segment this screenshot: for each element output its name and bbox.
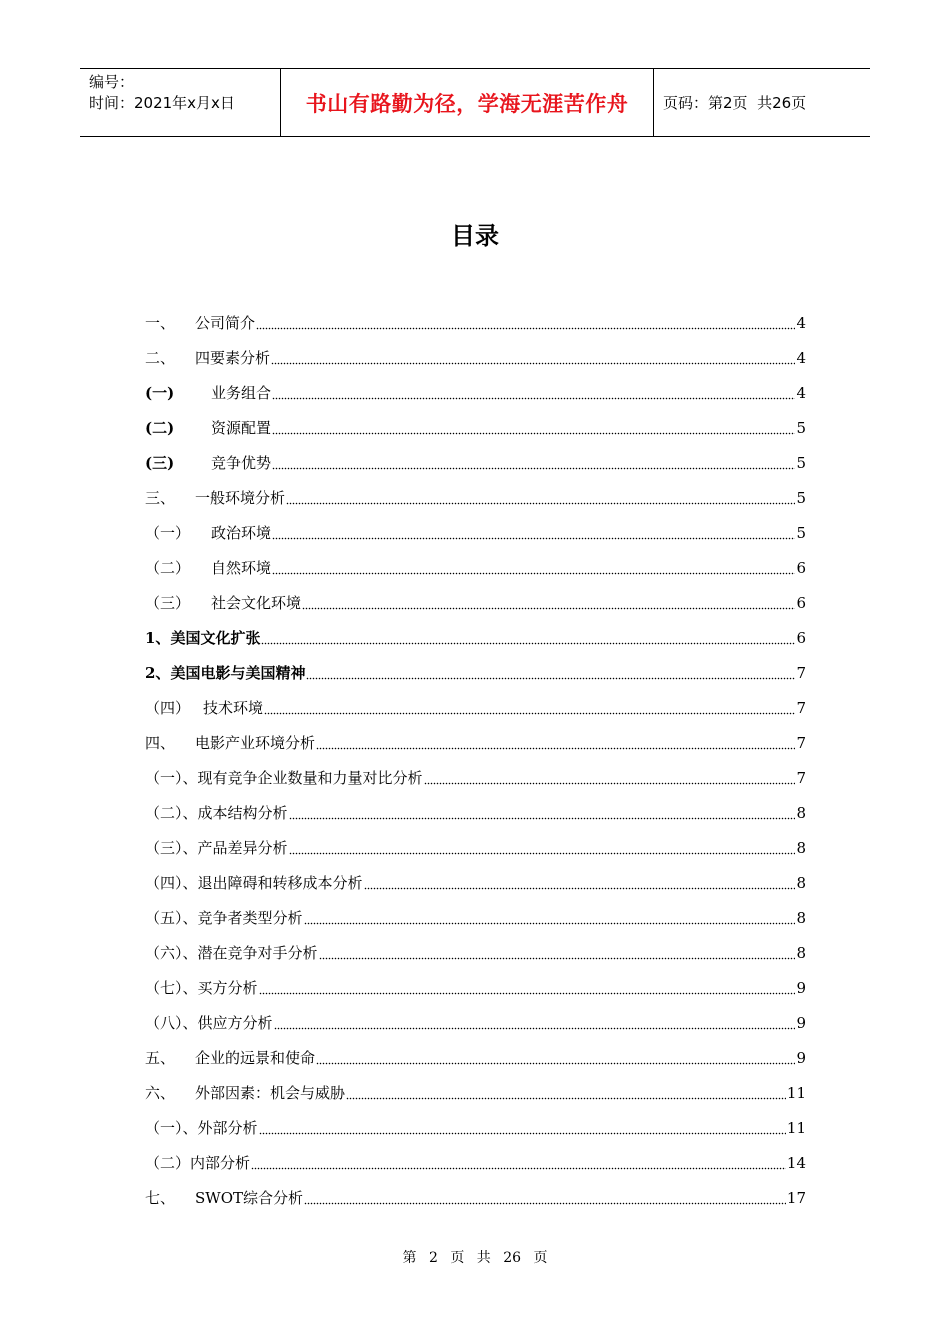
toc-entry-title: 一般环境分析 <box>195 489 286 507</box>
toc-entry-number: （八）、 <box>145 1014 198 1032</box>
toc-entry[interactable] <box>145 1110 806 1145</box>
toc-entry[interactable] <box>145 480 806 515</box>
toc-entry-title: 美国文化扩张 <box>170 629 261 647</box>
toc-entry-page: 14 <box>786 1153 806 1172</box>
toc-entry-number: 三、 <box>145 489 176 507</box>
toc-entry[interactable] <box>145 655 806 690</box>
toc-entry-title: 公司简介 <box>195 314 256 332</box>
toc-entry-title: 企业的远景和使命 <box>195 1049 316 1067</box>
toc-entry[interactable] <box>145 760 806 795</box>
toc-entry-page: 4 <box>796 348 806 367</box>
toc-entry-number: （四） <box>145 699 191 717</box>
toc-entry-title: 供应方分析 <box>197 1014 273 1032</box>
toc-dot-leader <box>306 670 795 680</box>
toc-dot-leader <box>271 355 795 365</box>
toc-entry[interactable] <box>145 1145 806 1180</box>
toc-entry-number: 四、 <box>145 734 176 752</box>
toc-entry-title: 内部分析 <box>190 1154 251 1172</box>
footer-prefix: 第 <box>402 1250 417 1266</box>
document-time-label: 时间：2021年x月x日 <box>89 94 235 112</box>
toc-entry-number: （四）、 <box>145 874 198 892</box>
toc-entry[interactable] <box>145 935 806 970</box>
toc-dot-leader <box>259 1125 786 1135</box>
toc-dot-leader <box>424 775 796 785</box>
footer-current-page: 2 <box>428 1250 438 1266</box>
toc-entry-number: 六、 <box>145 1084 176 1102</box>
toc-entry-page: 7 <box>796 768 806 787</box>
toc-dot-leader <box>251 1160 786 1170</box>
toc-entry[interactable] <box>145 690 806 725</box>
page-footer <box>0 1247 950 1267</box>
toc-dot-leader <box>316 740 795 750</box>
toc-entry-page: 6 <box>796 593 806 612</box>
footer-total-pages: 26 <box>503 1250 522 1266</box>
toc-entry-title: 业务组合 <box>211 384 272 402</box>
toc-entry[interactable] <box>145 830 806 865</box>
toc-entry-title: 外部因素：机会与威胁 <box>195 1084 346 1102</box>
toc-dot-leader <box>364 880 796 890</box>
toc-dot-leader <box>304 1195 786 1205</box>
toc-entry-page: 8 <box>796 838 806 857</box>
toc-entry[interactable] <box>145 620 806 655</box>
header-page-info-text: 页码：第2页 共26页 <box>663 94 807 112</box>
toc-dot-leader <box>289 845 796 855</box>
toc-entry-number: 二、 <box>145 349 176 367</box>
toc-entry-number: （二） <box>145 559 191 577</box>
toc-entry[interactable] <box>145 305 806 340</box>
toc-entry-page: 6 <box>796 558 806 577</box>
toc-entry[interactable] <box>145 1005 806 1040</box>
toc-entry[interactable] <box>145 340 806 375</box>
toc-entry-title: 潜在竞争对手分析 <box>197 944 318 962</box>
toc-entry-title: 产品差异分析 <box>197 839 288 857</box>
toc-entry-title: 外部分析 <box>197 1119 258 1137</box>
header-meta <box>80 69 281 136</box>
toc-dot-leader <box>261 635 795 645</box>
toc-entry-page: 17 <box>786 1188 806 1207</box>
toc-dot-leader <box>274 1020 796 1030</box>
toc-title: 目录 <box>451 222 499 250</box>
header-motto: 书山有路勤为径，学海无涯苦作舟 <box>281 69 654 136</box>
toc-dot-leader <box>272 425 795 435</box>
toc-entry-title: 电影产业环境分析 <box>195 734 316 752</box>
toc-entry-title: 竞争者类型分析 <box>197 909 303 927</box>
toc-entry-number: （五）、 <box>145 909 198 927</box>
toc-entry-number: (二) <box>145 419 175 437</box>
document-number-label: 编号： <box>89 73 135 91</box>
toc-dot-leader <box>289 810 796 820</box>
toc-entry-page: 8 <box>796 908 806 927</box>
toc-entry[interactable] <box>145 515 806 550</box>
toc-dot-leader <box>346 1090 786 1100</box>
toc-entry-number: （一）、 <box>145 1119 198 1137</box>
toc-entry[interactable] <box>145 410 806 445</box>
toc-entry-page: 5 <box>796 488 806 507</box>
footer-suffix: 页 <box>533 1250 548 1266</box>
toc-entry-page: 8 <box>796 943 806 962</box>
footer-page-word: 页 <box>450 1250 465 1266</box>
toc-entry-number: （二） <box>145 1154 191 1172</box>
toc-entry[interactable] <box>145 795 806 830</box>
toc-entry-number: （一）、 <box>145 769 198 787</box>
toc-entry-title: 现有竞争企业数量和力量对比分析 <box>197 769 423 787</box>
toc-entry[interactable] <box>145 1040 806 1075</box>
toc-entry-title: 技术环境 <box>203 699 264 717</box>
toc-entry-page: 7 <box>796 698 806 717</box>
toc-dot-leader <box>316 1055 795 1065</box>
toc-entry-page: 9 <box>796 1048 806 1067</box>
toc-entry-page: 8 <box>796 803 806 822</box>
toc-entry-page: 8 <box>796 873 806 892</box>
toc-entry-page: 5 <box>796 453 806 472</box>
toc-entry-title: 成本结构分析 <box>197 804 288 822</box>
toc-entry-page: 6 <box>796 628 806 647</box>
page-header <box>80 68 870 137</box>
toc-entry-title: 社会文化环境 <box>211 594 302 612</box>
toc-entry-number: （七）、 <box>145 979 198 997</box>
toc-dot-leader <box>256 320 795 330</box>
toc-entry-page: 7 <box>796 663 806 682</box>
toc-entry-number: （一） <box>145 524 191 542</box>
toc-dot-leader <box>264 705 795 715</box>
toc-entry[interactable] <box>145 970 806 1005</box>
header-page-info <box>654 69 870 136</box>
footer-total-word: 共 <box>476 1250 491 1266</box>
toc-dot-leader <box>272 565 795 575</box>
toc-dot-leader <box>286 495 795 505</box>
toc-entry-number: 1、 <box>145 629 171 647</box>
toc-entry-number: （三）、 <box>145 839 198 857</box>
toc-entry-title: 竞争优势 <box>211 454 272 472</box>
toc-entry-page: 7 <box>796 733 806 752</box>
toc-entry-number: 五、 <box>145 1049 176 1067</box>
toc-entry[interactable] <box>145 865 806 900</box>
toc-dot-leader <box>272 390 795 400</box>
toc-dot-leader <box>272 460 795 470</box>
toc-entry-number: （二）、 <box>145 804 198 822</box>
toc-entry-page: 11 <box>786 1083 806 1102</box>
toc-entry-title: 四要素分析 <box>195 349 271 367</box>
toc-dot-leader <box>319 950 796 960</box>
toc-entry-number: （六）、 <box>145 944 198 962</box>
toc-entry[interactable] <box>145 725 806 760</box>
toc-entry-page: 4 <box>796 313 806 332</box>
toc-entry-title: 美国电影与美国精神 <box>170 664 306 682</box>
toc-entry-page: 9 <box>796 1013 806 1032</box>
toc-entry-title: 退出障碍和转移成本分析 <box>197 874 363 892</box>
toc-entry-title: 自然环境 <box>211 559 272 577</box>
toc-entry[interactable] <box>145 445 806 480</box>
toc-entry[interactable] <box>145 900 806 935</box>
toc-entry-number: 2、 <box>145 664 171 682</box>
toc-entry-number: （三） <box>145 594 191 612</box>
toc-entry-page: 5 <box>796 418 806 437</box>
toc-entry[interactable] <box>145 585 806 620</box>
toc-entry[interactable] <box>145 1180 806 1215</box>
toc-entry-number: (一) <box>145 384 175 402</box>
toc-entry-title: SWOT综合分析 <box>195 1189 303 1207</box>
toc-dot-leader <box>304 915 796 925</box>
table-of-contents <box>145 305 806 1215</box>
toc-entry-page: 9 <box>796 978 806 997</box>
toc-entry-title: 政治环境 <box>211 524 272 542</box>
toc-entry-page: 4 <box>796 383 806 402</box>
toc-entry-page: 5 <box>796 523 806 542</box>
toc-entry[interactable] <box>145 375 806 410</box>
toc-entry-number: 七、 <box>145 1189 176 1207</box>
toc-dot-leader <box>302 600 795 610</box>
toc-entry-number: (三) <box>145 454 175 472</box>
toc-entry-page: 11 <box>786 1118 806 1137</box>
toc-dot-leader <box>259 985 796 995</box>
toc-entry[interactable] <box>145 1075 806 1110</box>
toc-entry[interactable] <box>145 550 806 585</box>
toc-entry-number: 一、 <box>145 314 176 332</box>
toc-entry-title: 买方分析 <box>197 979 258 997</box>
toc-dot-leader <box>272 530 795 540</box>
toc-entry-title: 资源配置 <box>211 419 272 437</box>
